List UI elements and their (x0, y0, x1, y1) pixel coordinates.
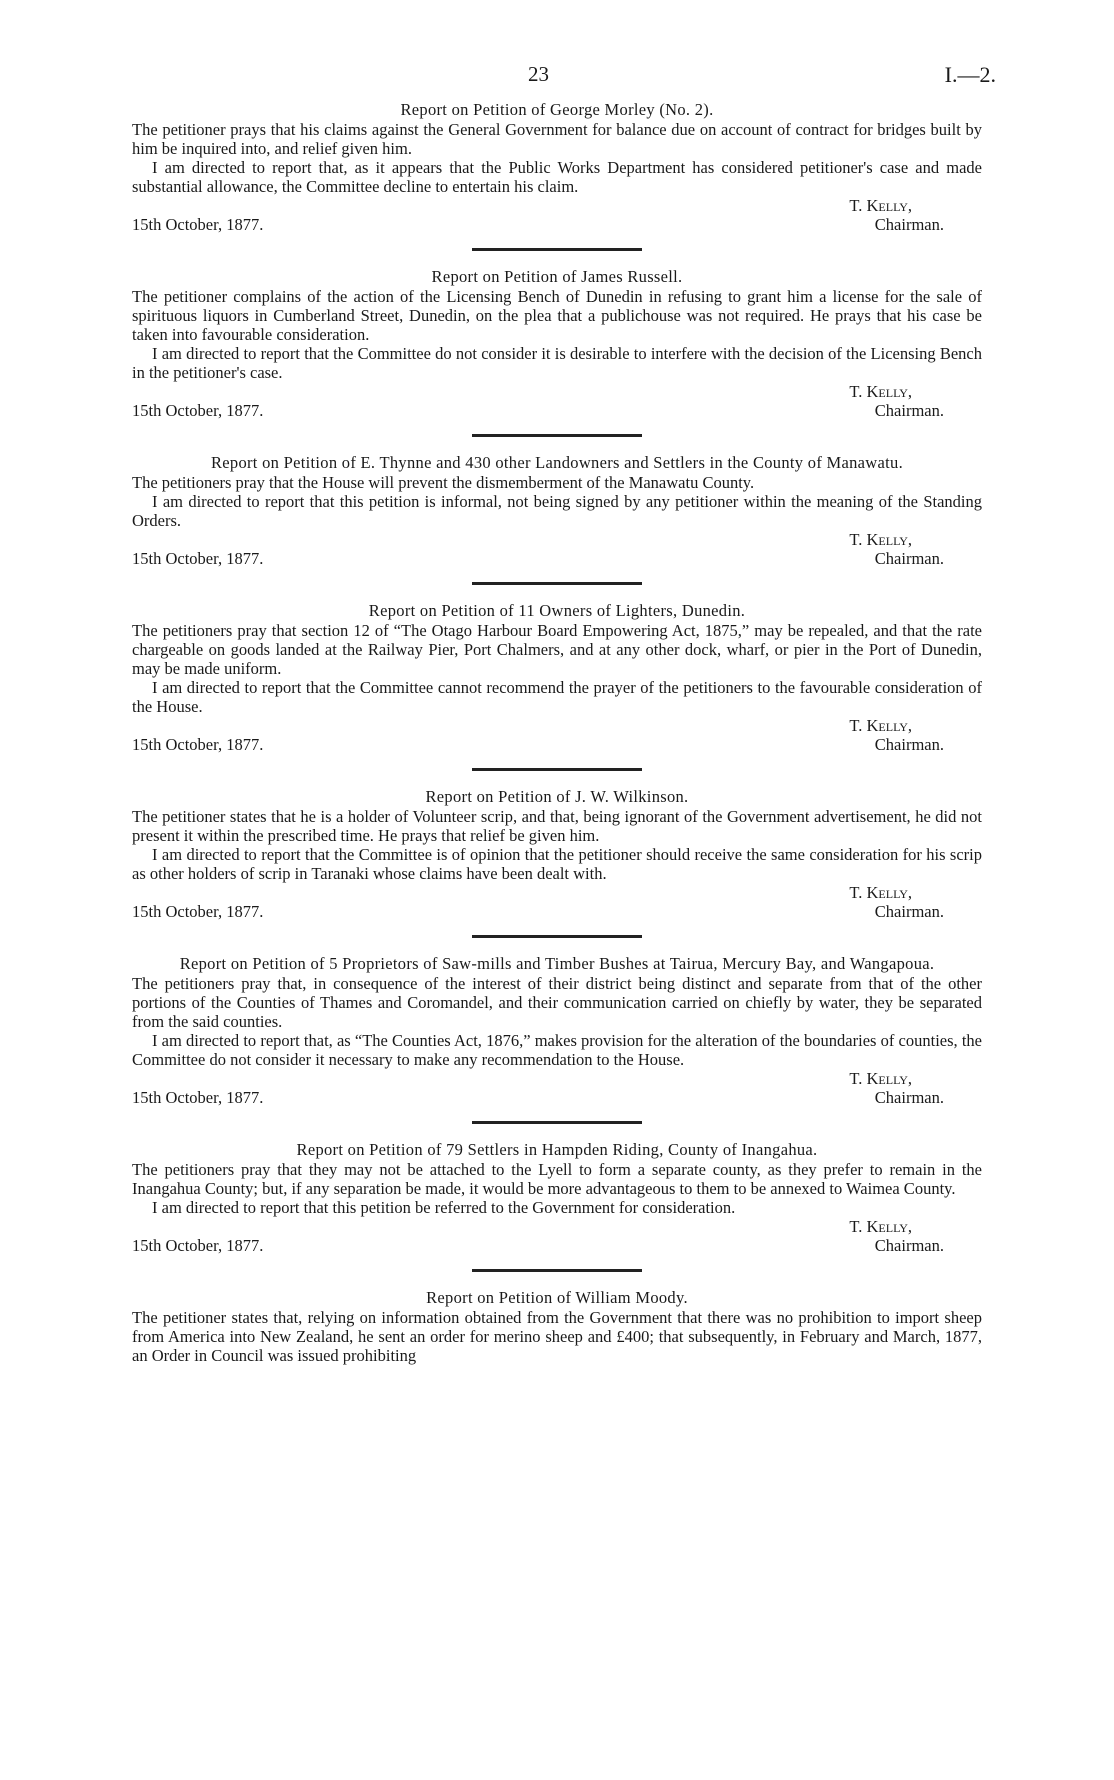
report-paragraph: The petitioner states that, relying on information obtained from the Government that there was no prohibition to import sheep from America into New Zealand, he sent an order for merino sheep and £400; that subsequently, in February and March, 1877, an Order in Council was issued prohibiting (132, 1308, 982, 1365)
document-reference: I.—2. (944, 62, 996, 87)
report-moody (132, 1288, 982, 1365)
report-sawmills (132, 954, 982, 1107)
signatory-name: T. Kelly, (849, 716, 912, 735)
signatory-name: T. Kelly, (849, 196, 912, 215)
report-paragraph: The petitioner prays that his claims against the General Government for balance due on account of contract for bridges built by him be inquired into, and relief given him. (132, 120, 982, 158)
signatory-name: T. Kelly, (849, 1069, 912, 1088)
page-header (0, 62, 1114, 92)
report-paragraph: The petitioners pray that they may not be attached to the Lyell to form a separate county, as they prefer to remain in the Inangahua County; but, if any separation be made, it would be more advantageous to them to be annexed to Waimea County. (132, 1160, 982, 1198)
report-russell (132, 267, 982, 420)
section-divider (472, 935, 642, 938)
report-date: 15th October, 1877. (132, 549, 264, 568)
report-title: Report on Petition of 11 Owners of Lighters, Dunedin. (368, 601, 746, 620)
section-divider (472, 768, 642, 771)
signature-block (132, 716, 982, 754)
report-paragraph: The petitioners pray that, in consequence of the interest of their district being distinct and separate from that of the other portions of the Counties of Thames and Coromandel, and their communication carried on chiefly by water, they be separated from the said counties. (132, 974, 982, 1031)
section-divider (472, 582, 642, 585)
signature-block (132, 382, 982, 420)
reports-column (132, 100, 982, 1365)
page-number: 23 (528, 62, 549, 86)
report-title: Report on Petition of J. W. Wilkinson. (425, 787, 689, 806)
signatory-role: Chairman. (874, 902, 944, 921)
section-divider (472, 434, 642, 437)
report-paragraph: I am directed to report that this petition is informal, not being signed by any petitioner within the meaning of the Standing Orders. (132, 492, 982, 530)
signature-block (132, 883, 982, 921)
report-date: 15th October, 1877. (132, 1236, 264, 1255)
signatory-name: T. Kelly, (849, 530, 912, 549)
report-paragraph: I am directed to report that the Committee cannot recommend the prayer of the petitioners to the favourable consideration of the House. (132, 678, 982, 716)
report-title: Report on Petition of E. Thynne and 430 other Landowners and Settlers in the County of Manawatu. (210, 453, 904, 472)
report-paragraph: I am directed to report that the Committee do not consider it is desirable to interfere with the decision of the Licensing Bench in the petitioner's case. (132, 344, 982, 382)
report-lighters (132, 601, 982, 754)
report-title: Report on Petition of William Moody. (426, 1288, 688, 1307)
signatory-name: T. Kelly, (849, 382, 912, 401)
section-divider (472, 248, 642, 251)
signature-block (132, 1069, 982, 1107)
report-title: Report on Petition of 5 Proprietors of Saw-mills and Timber Bushes at Tairua, Mercury Bay, and Wangapoua. (179, 954, 935, 973)
report-thynne (132, 453, 982, 568)
report-paragraph: I am directed to report that the Committee is of opinion that the petitioner should receive the same consideration for his scrip as other holders of scrip in Taranaki whose claims have been dealt with. (132, 845, 982, 883)
signature-block (132, 196, 982, 234)
report-paragraph: The petitioner states that he is a holder of Volunteer scrip, and that, being ignorant of the Government advertisement, he did not present it within the prescribed time. He prays that relief be given him. (132, 807, 982, 845)
signatory-name: T. Kelly, (849, 1217, 912, 1236)
report-paragraph: I am directed to report that this petition be referred to the Government for consideration. (152, 1198, 736, 1217)
signature-block (132, 530, 982, 568)
signatory-role: Chairman. (874, 549, 944, 568)
report-morley (132, 100, 982, 234)
report-paragraph: The petitioners pray that section 12 of “The Otago Harbour Board Empowering Act, 1875,” may be repealed, and that the rate chargeable on goods landed at the Railway Pier, Port Chalmers, and at any other dock, wharf, or pier in the Port of Dunedin, may be made uniform. (132, 621, 982, 678)
report-title: Report on Petition of George Morley (No. 2). (400, 100, 714, 119)
report-date: 15th October, 1877. (132, 401, 264, 420)
report-date: 15th October, 1877. (132, 215, 264, 234)
report-paragraph: The petitioner complains of the action of the Licensing Bench of Dunedin in refusing to grant him a license for the sale of spirituous liquors in Cumberland Street, Dunedin, on the plea that a publichouse was not required. He prays that his case be taken into favourable consideration. (132, 287, 982, 344)
report-date: 15th October, 1877. (132, 1088, 264, 1107)
signatory-role: Chairman. (874, 1088, 944, 1107)
report-paragraph: I am directed to report that, as it appears that the Public Works Department has considered petitioner's case and made substantial allowance, the Committee decline to entertain his claim. (132, 158, 982, 196)
signatory-name: T. Kelly, (849, 883, 912, 902)
report-title: Report on Petition of James Russell. (431, 267, 683, 286)
report-paragraph: I am directed to report that, as “The Counties Act, 1876,” makes provision for the alteration of the boundaries of counties, the Committee do not consider it necessary to make any recommendation to the House. (132, 1031, 982, 1069)
signatory-role: Chairman. (874, 215, 944, 234)
section-divider (472, 1269, 642, 1272)
signatory-role: Chairman. (874, 401, 944, 420)
report-hampden (132, 1140, 982, 1255)
report-title: Report on Petition of 79 Settlers in Hampden Riding, County of Inangahua. (296, 1140, 818, 1159)
signatory-role: Chairman. (874, 735, 944, 754)
report-date: 15th October, 1877. (132, 735, 264, 754)
signature-block (132, 1217, 982, 1255)
report-paragraph: The petitioners pray that the House will prevent the dismemberment of the Manawatu County. (132, 473, 755, 492)
report-date: 15th October, 1877. (132, 902, 264, 921)
report-wilkinson (132, 787, 982, 921)
signatory-role: Chairman. (874, 1236, 944, 1255)
section-divider (472, 1121, 642, 1124)
